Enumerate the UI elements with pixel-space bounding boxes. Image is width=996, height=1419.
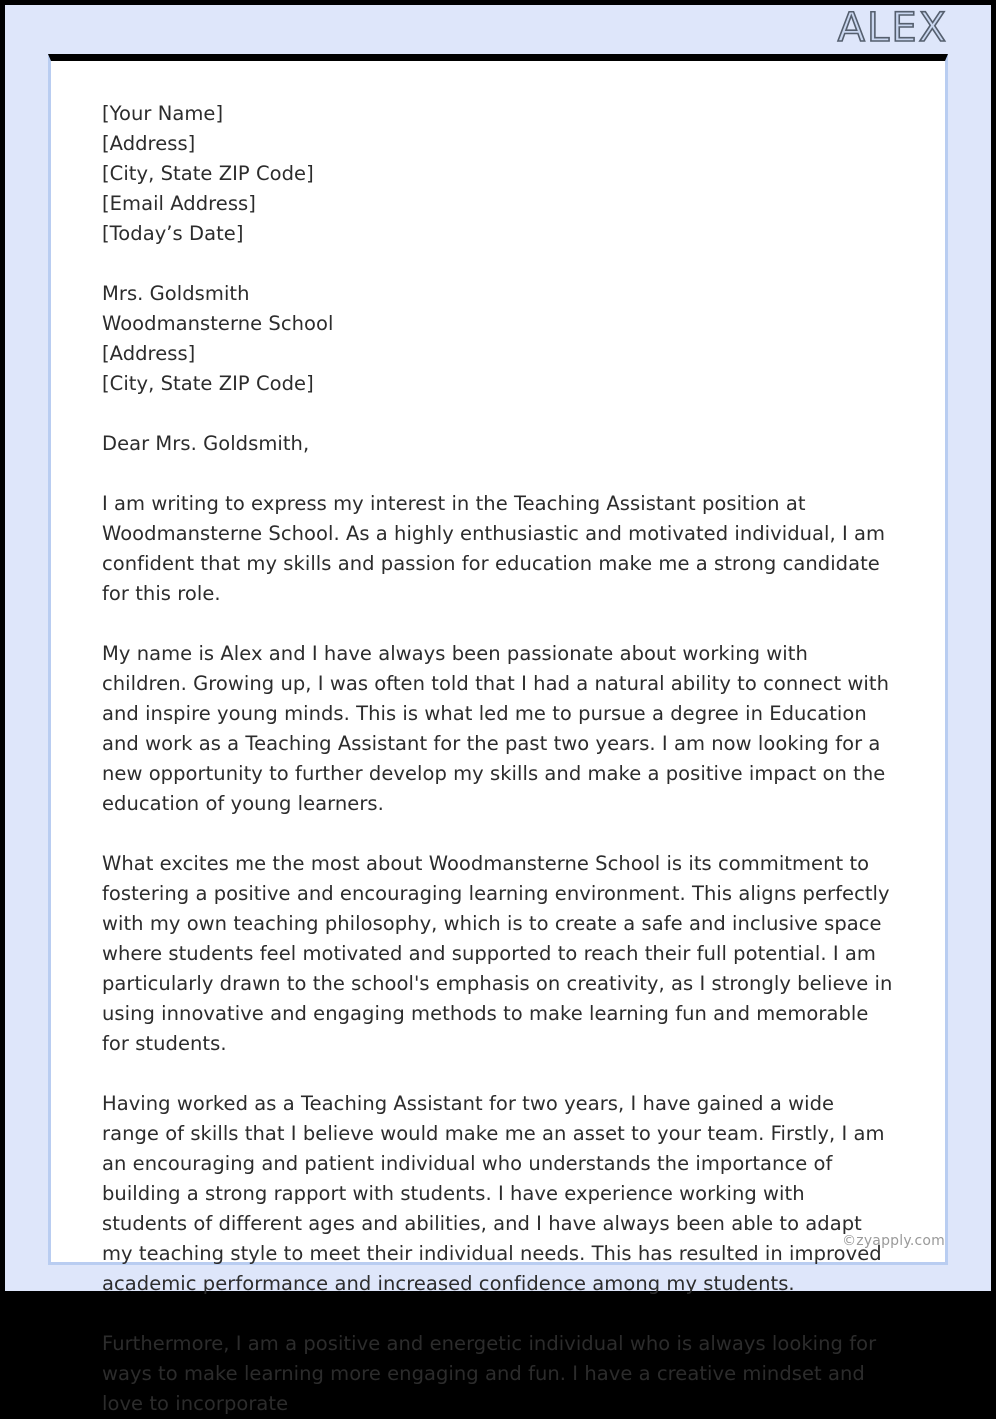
letter-paragraph: Having worked as a Teaching Assistant for two years, I have gained a wide range of skills that I believe would make me an asset to your team. Firstly, I am an encouraging and patient individual who understands the importance of building a strong rapport with students. I have experience working with students of different ages and abilities, and I have always been able to adapt my teaching style to meet their individual needs. This has resulted in improved academic performance and increased confidence among my students. — [102, 1092, 885, 1295]
recipient-address-line: [Address] — [102, 342, 196, 365]
site-watermark: ©zyapply.com — [842, 1233, 945, 1249]
recipient-address-line: [City, State ZIP Code] — [102, 372, 314, 395]
recipient-address-line: Mrs. Goldsmith — [102, 282, 250, 305]
recipient-address-line: Woodmansterne School — [102, 312, 334, 335]
sender-address-line: [Email Address] — [102, 192, 256, 215]
salutation: Dear Mrs. Goldsmith, — [102, 432, 310, 455]
letter-paragraph: Furthermore, I am a positive and energetic individual who is always looking for ways to make learning more engaging and fun. I have a creative mindset and love to incorporate — [102, 1332, 877, 1415]
sender-address-line: [Your Name] — [102, 102, 224, 125]
cover-letter-body — [48, 61, 948, 1419]
letter-paragraph: My name is Alex and I have always been passionate about working with children. Growing up, I was often told that I had a natural ability to connect with and inspire young minds. This is what led me to pursue a degree in Education and work as a Teaching Assistant for the past two years. I am now looking for a new opportunity to further develop my skills and make a positive impact on the education of young learners. — [102, 642, 889, 815]
letter-paragraph: I am writing to express my interest in the Teaching Assistant position at Woodmansterne School. As a highly enthusiastic and motivated individual, I am confident that my skills and passion for education make me a strong candidate for this role. — [102, 492, 886, 605]
sender-address-block — [102, 99, 894, 249]
letter-paragraph: What excites me the most about Woodmansterne School is its commitment to fostering a positive and encouraging learning environment. This aligns perfectly with my own teaching philosophy, which is to create a safe and inclusive space where students feel motivated and supported to reach their full potential. I am particularly drawn to the school's emphasis on creativity, as I strongly believe in using innovative and engaging methods to make learning fun and memorable for students. — [102, 852, 893, 1055]
sender-address-line: [Today’s Date] — [102, 222, 244, 245]
brand-wordmark: ALEX — [837, 5, 948, 51]
document-canvas — [5, 5, 991, 1415]
sender-address-line: [City, State ZIP Code] — [102, 162, 314, 185]
recipient-address-block — [102, 279, 894, 399]
sender-address-line: [Address] — [102, 132, 196, 155]
